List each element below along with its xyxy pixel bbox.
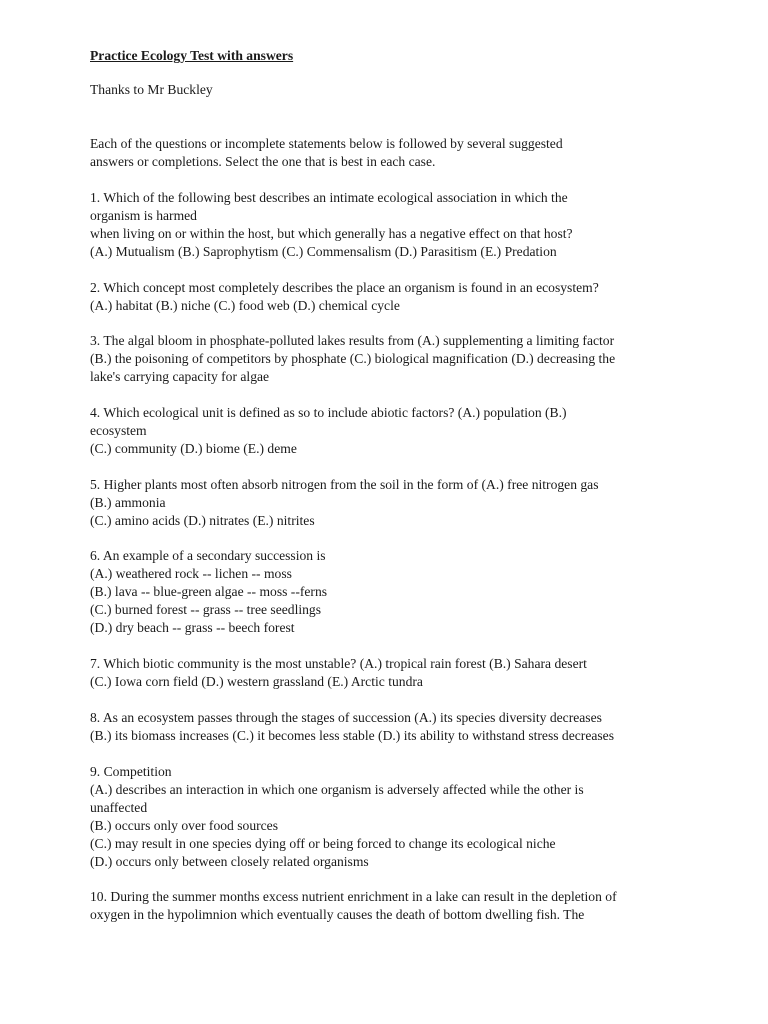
question-text: when living on or within the host, but which generally has a negative effect on that host? xyxy=(90,226,573,241)
answer-option: (C.) burned forest -- grass -- tree seedlings xyxy=(90,602,322,617)
question-text: 5. Higher plants most often absorb nitrogen from the soil in the form of (A.) free nitrogen gas xyxy=(90,477,599,492)
answer-option: (C.) may result in one species dying off or being forced to change its ecological niche xyxy=(90,836,556,851)
answer-options: (C.) Iowa corn field (D.) western grassland (E.) Arctic tundra xyxy=(90,674,423,689)
answer-option: (B.) lava -- blue-green algae -- moss --ferns xyxy=(90,584,328,599)
answer-option: (A.) describes an interaction in which one organism is adversely affected while the other is xyxy=(90,782,584,797)
question-text: 8. As an ecosystem passes through the stages of succession (A.) its species diversity decreases xyxy=(90,710,602,725)
question-text: oxygen in the hypolimnion which eventually causes the death of bottom dwelling fish. The xyxy=(90,907,585,922)
answer-option: (D.) dry beach -- grass -- beech forest xyxy=(90,620,295,635)
answer-options: (A.) Mutualism (B.) Saprophytism (C.) Commensalism (D.) Parasitism (E.) Predation xyxy=(90,244,557,259)
question-text: 1. Which of the following best describes an intimate ecological association in which the xyxy=(90,190,568,205)
answer-options: (C.) community (D.) biome (E.) deme xyxy=(90,441,297,456)
answer-options: (B.) its biomass increases (C.) it becomes less stable (D.) its ability to withstand stress decreases xyxy=(90,728,615,743)
answer-options: (B.) ammonia xyxy=(90,495,166,510)
question-text: 2. Which concept most completely describes the place an organism is found in an ecosystem? xyxy=(90,280,599,295)
question-text: lake's carrying capacity for algae xyxy=(90,369,270,384)
answer-options: (C.) amino acids (D.) nitrates (E.) nitrites xyxy=(90,513,315,528)
answer-option: unaffected xyxy=(90,800,148,815)
document-title: Practice Ecology Test with answers xyxy=(90,48,294,63)
intro-line: Each of the questions or incomplete statements below is followed by several suggested xyxy=(90,136,563,151)
question-text: 4. Which ecological unit is defined as so to include abiotic factors? (A.) population (B.) xyxy=(90,405,567,420)
answer-options: (A.) habitat (B.) niche (C.) food web (D.) chemical cycle xyxy=(90,298,400,313)
question-text: ecosystem xyxy=(90,423,147,438)
question-text: 9. Competition xyxy=(90,764,172,779)
question-text: 3. The algal bloom in phosphate-polluted lakes results from (A.) supplementing a limiting factor xyxy=(90,333,615,348)
document-page xyxy=(90,0,690,1024)
question-text: organism is harmed xyxy=(90,208,197,223)
answer-option: (D.) occurs only between closely related organisms xyxy=(90,854,369,869)
question-text: 7. Which biotic community is the most unstable? (A.) tropical rain forest (B.) Sahara desert xyxy=(90,656,587,671)
answer-option: (B.) occurs only over food sources xyxy=(90,818,278,833)
question-text: 6. An example of a secondary succession is xyxy=(90,548,326,563)
credit-line: Thanks to Mr Buckley xyxy=(90,82,213,97)
question-text: 10. During the summer months excess nutrient enrichment in a lake can result in the depletion of xyxy=(90,889,617,904)
answer-option: (A.) weathered rock -- lichen -- moss xyxy=(90,566,292,581)
intro-line: answers or completions. Select the one that is best in each case. xyxy=(90,154,436,169)
question-text: (B.) the poisoning of competitors by phosphate (C.) biological magnification (D.) decreasing the xyxy=(90,351,616,366)
